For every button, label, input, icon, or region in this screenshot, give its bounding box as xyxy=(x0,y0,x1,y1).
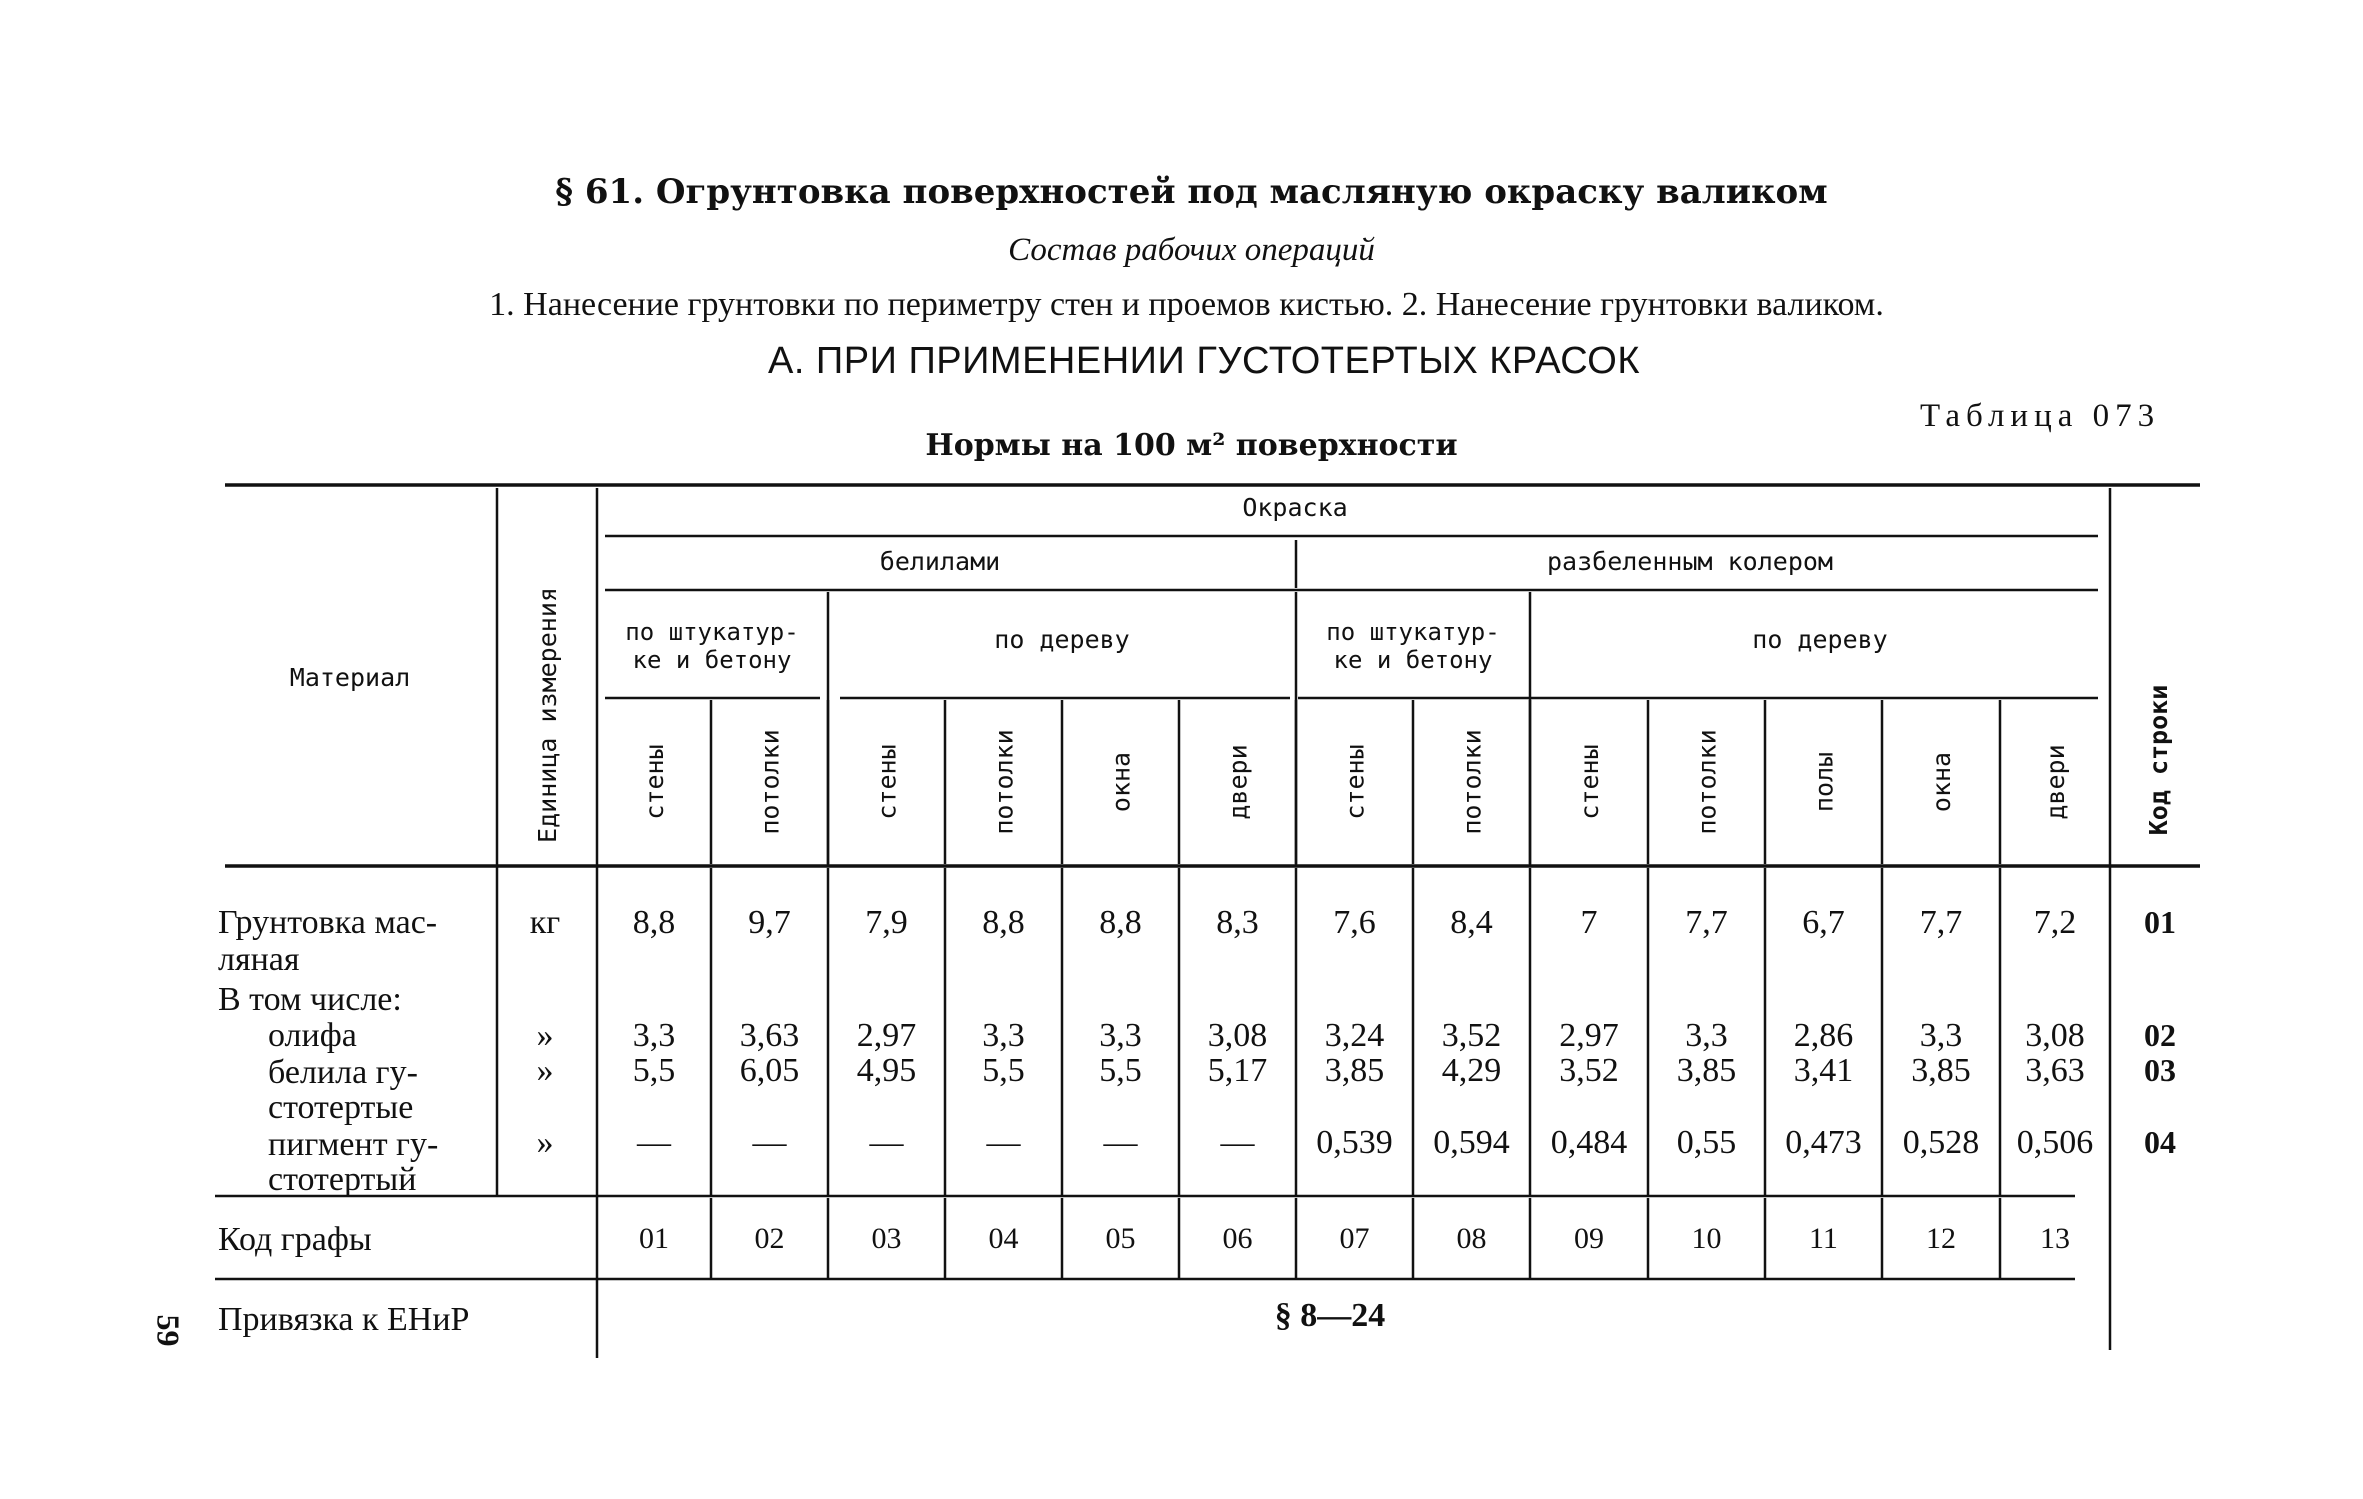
value-cell: 3,52 xyxy=(1559,1052,1619,1089)
value-cell: 3,24 xyxy=(1324,1017,1385,1054)
value-cell: 8,8 xyxy=(982,904,1025,941)
subsection-title: А. ПРИ ПРИМЕНЕНИИ ГУСТОТЕРТЫХ КРАСОК xyxy=(767,340,1641,382)
material-olifa: олифа xyxy=(268,1017,357,1054)
unit-primer: кг xyxy=(529,904,561,941)
column-header-12: окна xyxy=(1927,751,1956,813)
value-cell: 5,5 xyxy=(1099,1052,1142,1089)
column-header-2: потолки xyxy=(755,729,785,835)
material-white-line2: стотертые xyxy=(268,1089,414,1126)
value-cell: 7,6 xyxy=(1333,904,1376,941)
column-code-01: 01 xyxy=(639,1222,669,1255)
column-code-09: 09 xyxy=(1574,1222,1604,1255)
value-cell: 8,8 xyxy=(632,904,676,941)
value-cell: 8,8 xyxy=(1099,904,1142,941)
material-including: В том числе: xyxy=(218,981,402,1018)
column-header-13: двери xyxy=(2041,744,2070,820)
subgroup-wood-diluted: по дереву xyxy=(1752,625,1888,654)
value-cell: — xyxy=(1220,1124,1255,1161)
row-code-02: 02 xyxy=(2144,1017,2176,1053)
column-header-1: стены xyxy=(640,744,669,820)
column-header-7: стены xyxy=(1340,744,1370,820)
column-code-05: 05 xyxy=(1105,1222,1136,1255)
value-cell: 0,594 xyxy=(1433,1124,1510,1161)
operations-title: Состав рабочих операций xyxy=(1008,232,1375,268)
value-cell: 3,85 xyxy=(1676,1052,1737,1089)
material-pigment-line1: пигмент гу- xyxy=(268,1126,439,1163)
value-cell: 0,55 xyxy=(1676,1124,1737,1161)
value-cells xyxy=(633,904,2094,1161)
table-label: Таблица 073 xyxy=(1920,398,2161,434)
column-code-11: 11 xyxy=(1809,1222,1838,1255)
enir-label: Привязка к ЕНиР xyxy=(218,1301,470,1338)
value-cell: 7,2 xyxy=(2033,904,2077,941)
value-cell: 3,3 xyxy=(1099,1017,1142,1054)
subgroup-wood-white: по дереву xyxy=(994,625,1130,654)
column-header-6: двери xyxy=(1223,744,1253,820)
value-cell: 3,08 xyxy=(2025,1017,2085,1054)
column-code-cells xyxy=(639,1222,2070,1255)
value-cell: 3,85 xyxy=(1911,1052,1971,1089)
group-white: белилами xyxy=(879,547,1001,576)
value-cell: 7,7 xyxy=(1685,904,1728,941)
value-cell: 8,4 xyxy=(1450,904,1493,941)
value-cell: 8,3 xyxy=(1216,904,1259,941)
column-code-label: Код графы xyxy=(218,1221,372,1258)
value-cell: 3,63 xyxy=(2025,1052,2085,1089)
value-cell: 0,539 xyxy=(1316,1124,1393,1161)
value-cell: 7 xyxy=(1580,904,1598,941)
column-code-12: 12 xyxy=(1926,1222,1956,1255)
value-cell: 3,52 xyxy=(1441,1017,1502,1054)
column-headers xyxy=(640,729,2070,834)
unit-olifa: » xyxy=(536,1017,554,1054)
column-code-08: 08 xyxy=(1456,1222,1487,1255)
column-code-13: 13 xyxy=(2040,1222,2070,1255)
value-cell: 3,3 xyxy=(1919,1017,1963,1054)
value-cell: — xyxy=(1103,1124,1138,1161)
page-number: 59 xyxy=(150,1314,187,1347)
row-code-01: 01 xyxy=(2144,904,2176,940)
group-diluted: разбеленным колером xyxy=(1547,547,1833,576)
value-cell: 0,473 xyxy=(1785,1124,1862,1161)
subgroup-plaster-white-line2: ке и бетону xyxy=(632,646,792,674)
value-cell: 2,97 xyxy=(856,1017,917,1054)
value-cell: 3,3 xyxy=(632,1017,676,1054)
value-cell: 3,41 xyxy=(1793,1052,1854,1089)
column-header-9: стены xyxy=(1575,744,1604,820)
value-cell: 0,484 xyxy=(1550,1124,1628,1161)
value-cell: 2,97 xyxy=(1559,1017,1619,1054)
material-primer-line1: Грунтовка мас- xyxy=(218,904,438,941)
value-cell: 2,86 xyxy=(1793,1017,1854,1054)
row-code-04: 04 xyxy=(2144,1124,2176,1160)
material-pigment-line2: стотертый xyxy=(268,1161,417,1198)
value-cell: 5,5 xyxy=(632,1052,676,1089)
column-header-5: окна xyxy=(1106,751,1136,813)
value-cell: 4,29 xyxy=(1441,1052,1502,1089)
value-cell: 7,9 xyxy=(865,904,908,941)
value-cell: 3,3 xyxy=(982,1017,1025,1054)
section-title: § 61. Огрунтовка поверхностей под масляную окраску валиком xyxy=(555,172,1828,212)
value-cell: 5,17 xyxy=(1207,1052,1268,1089)
column-header-10: потолки xyxy=(1692,729,1722,835)
value-cell: 0,506 xyxy=(2016,1124,2094,1161)
value-cell: 5,5 xyxy=(982,1052,1025,1089)
enir-value: § 8—24 xyxy=(1274,1297,1386,1334)
value-cell: 7,7 xyxy=(1919,904,1963,941)
value-cell: 6,05 xyxy=(739,1052,800,1089)
column-code-02: 02 xyxy=(754,1222,785,1255)
material-primer-line2: ляная xyxy=(218,941,300,978)
value-cell: 3,3 xyxy=(1685,1017,1728,1054)
value-cell: 3,08 xyxy=(1207,1017,1268,1054)
column-header-4: потолки xyxy=(989,729,1019,835)
column-code-07: 07 xyxy=(1339,1222,1370,1255)
value-cell: 3,63 xyxy=(739,1017,800,1054)
unit-pigment: » xyxy=(536,1124,554,1161)
norms-title: Нормы на 100 м² поверхности xyxy=(925,428,1458,463)
subgroup-plaster-white-line1: по штукатур- xyxy=(625,618,799,646)
value-cell: — xyxy=(869,1124,904,1161)
column-code-10: 10 xyxy=(1691,1222,1722,1255)
material-header: Материал xyxy=(289,663,411,692)
value-cell: 4,95 xyxy=(856,1052,917,1089)
row-code-header: Код строки xyxy=(2144,684,2173,836)
column-header-8: потолки xyxy=(1457,729,1487,835)
column-header-11: полы xyxy=(1809,751,1839,813)
value-cell: — xyxy=(752,1124,787,1161)
subgroup-plaster-diluted-line2: ке и бетону xyxy=(1333,646,1493,674)
subgroup-plaster-diluted-line1: по штукатур- xyxy=(1326,618,1500,646)
row-code-03: 03 xyxy=(2144,1052,2176,1088)
material-white-line1: белила гу- xyxy=(268,1054,418,1091)
paint-header: Окраска xyxy=(1242,493,1348,522)
value-cell: 0,528 xyxy=(1902,1124,1980,1161)
unit-white: » xyxy=(536,1052,554,1089)
value-cell: 3,85 xyxy=(1324,1052,1385,1089)
value-cell: 6,7 xyxy=(1802,904,1845,941)
value-cell: — xyxy=(637,1124,671,1161)
unit-header: Единица измерения xyxy=(533,587,562,843)
column-code-06: 06 xyxy=(1222,1222,1253,1255)
column-code-04: 04 xyxy=(988,1222,1019,1255)
value-cell: 9,7 xyxy=(748,904,791,941)
operations-text: 1. Нанесение грунтовки по периметру стен и проемов кистью. 2. Нанесение грунтовки валиком. xyxy=(489,286,1884,323)
column-header-3: стены xyxy=(872,744,902,820)
value-cell: — xyxy=(986,1124,1021,1161)
column-code-03: 03 xyxy=(871,1222,902,1255)
